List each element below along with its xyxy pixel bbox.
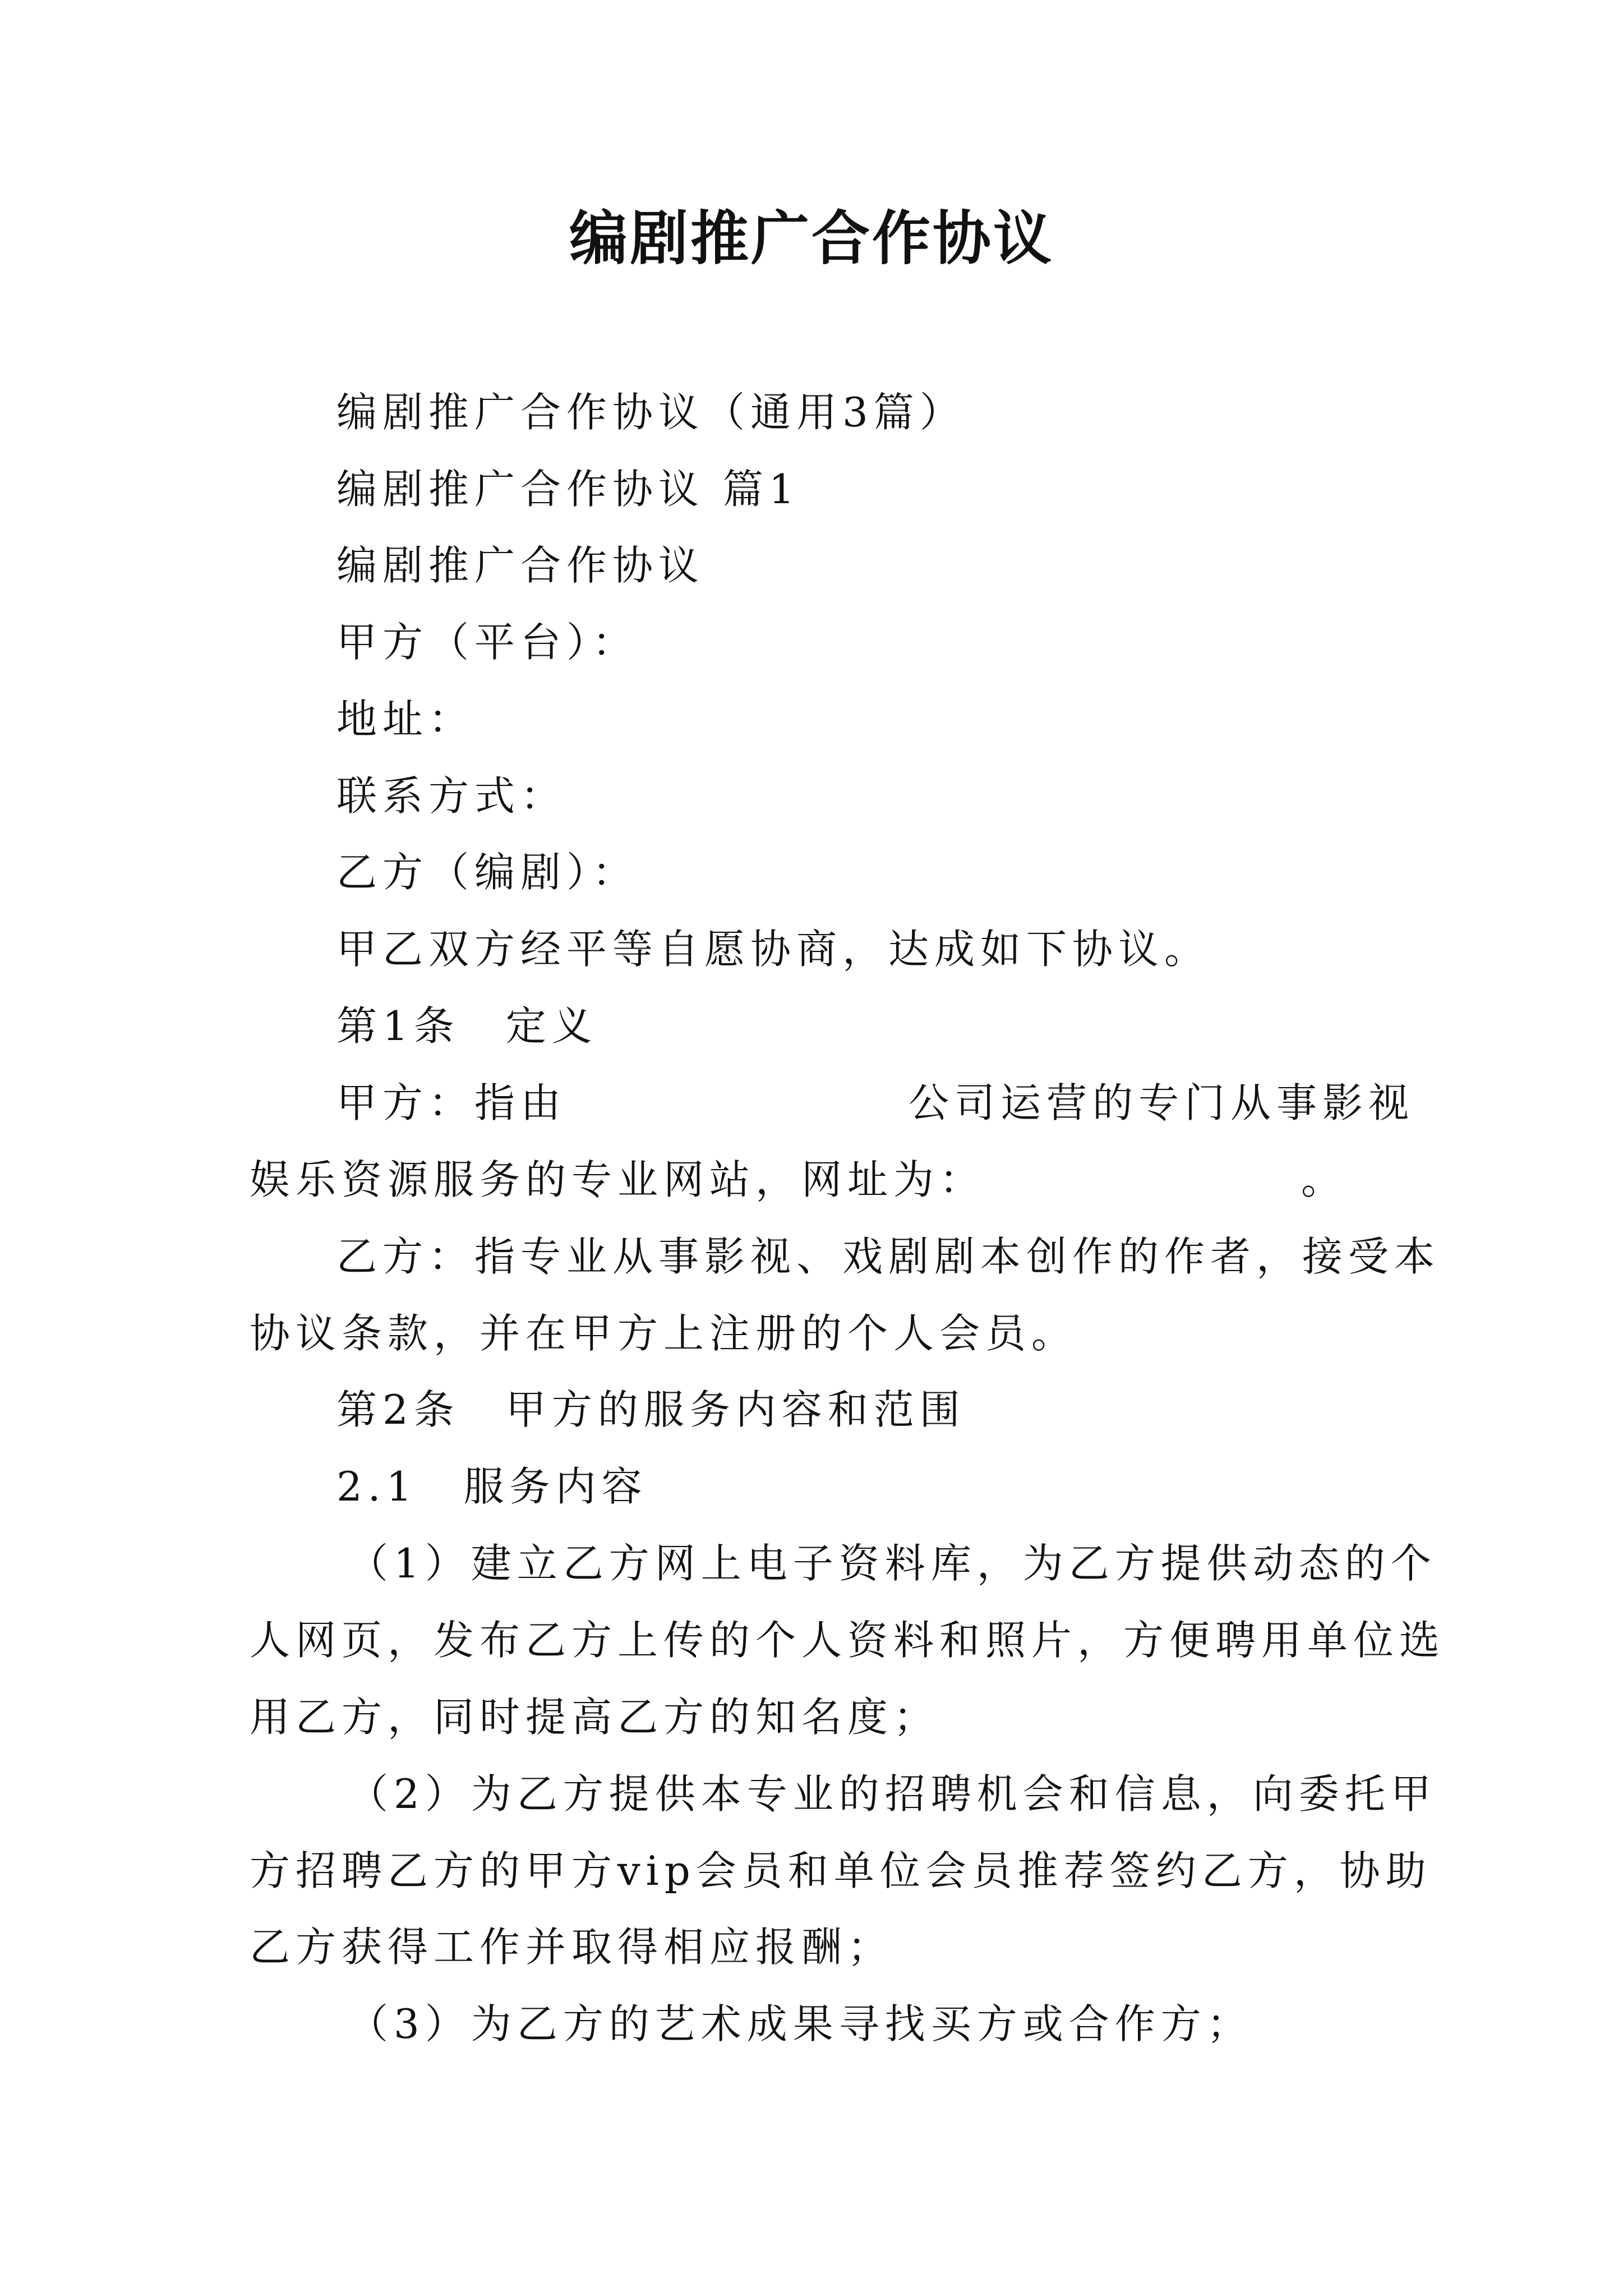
paragraph-line: 甲方：指由: [336, 1079, 567, 1126]
article-heading: 第1条 定义: [336, 1002, 598, 1050]
party-b-label: 乙方（编剧）：: [336, 849, 639, 896]
paragraph-line: 甲乙双方经平等自愿协商，达成如下协议。: [336, 926, 1211, 973]
paragraph-line: （2）为乙方提供本专业的招聘机会和信息，向委托甲: [348, 1770, 1437, 1818]
contact-label: 联系方式：: [336, 772, 567, 820]
paragraph-line: （1）建立乙方网上电子资料库，为乙方提供动态的个: [348, 1540, 1437, 1587]
section-heading: 编剧推广合作协议 篇1: [336, 466, 800, 513]
agreement-name: 编剧推广合作协议: [336, 542, 705, 589]
party-a-label: 甲方（平台）：: [336, 619, 639, 666]
paragraph-line: 方招聘乙方的甲方vip会员和单位会员推荐签约乙方，协助: [250, 1847, 1432, 1894]
paragraph-line: 娱乐资源服务的专业网站，网址为：: [250, 1156, 986, 1203]
paragraph-line: 乙方获得工作并取得相应报酬；: [250, 1924, 894, 1971]
document-title: 编剧推广合作协议: [569, 204, 1054, 273]
subtitle-line: 编剧推广合作协议（通用3篇）: [336, 389, 966, 436]
address-label: 地址：: [336, 696, 475, 743]
article-heading: 第2条 甲方的服务内容和范围: [336, 1386, 966, 1433]
paragraph-line: （3）为乙方的艺术成果寻找买方或合作方；: [348, 2000, 1253, 2047]
paragraph-line: 。: [1301, 1156, 1348, 1203]
paragraph-line: 乙方：指专业从事影视、戏剧剧本创作的作者，接受本: [336, 1233, 1441, 1280]
paragraph-line: 协议条款，并在甲方上注册的个人会员。: [250, 1310, 1078, 1357]
paragraph-line: 用乙方，同时提高乙方的知名度；: [250, 1694, 940, 1741]
paragraph-line: 人网页，发布乙方上传的个人资料和照片，方便聘用单位选: [250, 1617, 1446, 1664]
paragraph-line: 公司运营的专门从事影视: [909, 1079, 1415, 1126]
clause-heading: 2.1 服务内容: [336, 1463, 648, 1510]
